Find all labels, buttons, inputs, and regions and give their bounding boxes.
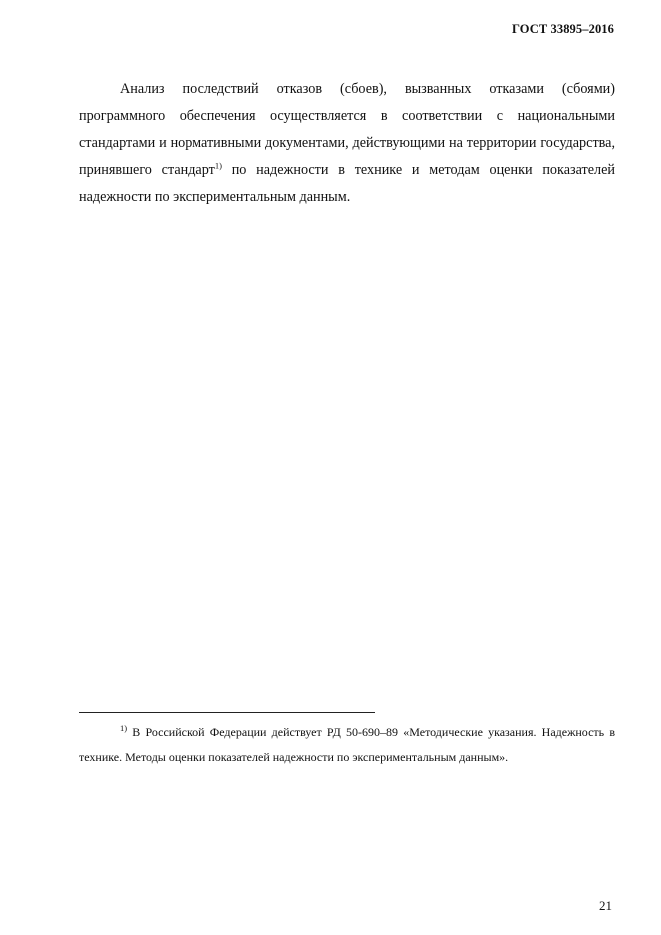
main-paragraph [79, 76, 615, 211]
footnote-body: В Российской Федерации действует РД 50-690–89 «Методические указания. Надежность в технике. Методы оценки показателей надежности по экспериментальным данным». [79, 725, 615, 764]
document-code-header: ГОСТ 33895–2016 [511, 22, 614, 36]
footnote-marker: 1) [120, 723, 128, 733]
footnote-reference[interactable]: 1) [214, 160, 222, 171]
page-number: 21 [599, 898, 612, 913]
paragraph-text-part1: Анализ последствий отказов (сбоев), вызванных отказами (сбоями) программного обеспечения осуществляется в соответствии с национальными стандартами и нормативными документами, действующими на территории государства, принявшего стандарт [79, 81, 615, 178]
footnote [79, 720, 615, 770]
paragraph-text-part2: по надежности в технике и методам оценки показателей надежности по экспериментальным данным. [79, 162, 615, 205]
footnote-separator [79, 712, 375, 713]
